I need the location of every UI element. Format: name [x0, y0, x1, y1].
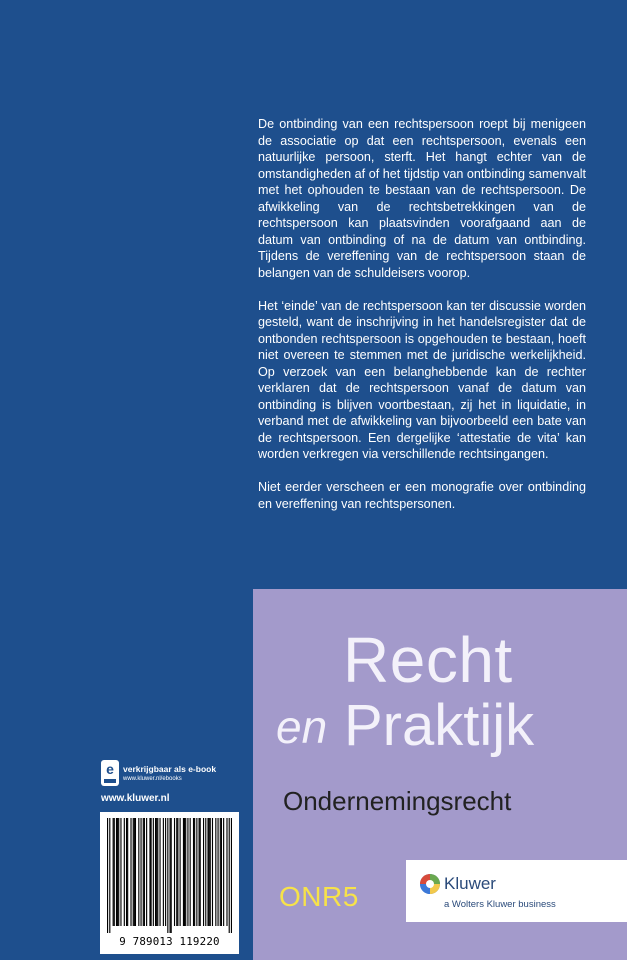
- barcode-bar: [221, 818, 222, 926]
- barcode-bar: [194, 818, 195, 926]
- barcode-bar: [157, 818, 158, 926]
- series-title-line1: Recht: [343, 624, 513, 696]
- barcode-bar: [212, 818, 213, 926]
- ebook-icon: [101, 760, 119, 786]
- barcode-bar: [190, 818, 191, 926]
- series-title-prefix: en: [276, 701, 328, 753]
- barcode-bar: [107, 818, 108, 933]
- barcode-bar: [177, 818, 178, 926]
- barcode-bar: [155, 818, 156, 926]
- barcode-bar: [156, 818, 157, 926]
- barcode-bar: [140, 818, 141, 926]
- barcode-bar: [210, 818, 211, 926]
- barcode-bar: [114, 818, 115, 926]
- blurb-paragraph-3: Niet eerder verscheen er een monografie over ontbinding en vereffening van rechtspersonen.: [258, 480, 586, 511]
- barcode-bar: [165, 818, 166, 926]
- blurb-text: [258, 116, 586, 529]
- barcode-bar: [167, 818, 168, 933]
- barcode-bar: [116, 818, 117, 926]
- kluwer-logo-icon: [420, 874, 440, 894]
- barcode-bar: [127, 818, 128, 926]
- barcode-bars: [107, 818, 232, 933]
- publisher-tagline: a Wolters Kluwer business: [444, 899, 556, 910]
- barcode-bar: [193, 818, 194, 926]
- barcode-bar: [113, 818, 114, 926]
- publisher-logo-box: [406, 860, 627, 922]
- barcode-bar: [134, 818, 135, 926]
- barcode-bar: [176, 818, 177, 926]
- barcode-bar: [215, 818, 216, 926]
- barcode-bar: [163, 818, 164, 926]
- barcode-bar: [133, 818, 134, 926]
- isbn-barcode: [100, 812, 239, 954]
- barcode-bar: [126, 818, 127, 926]
- barcode-bar: [185, 818, 186, 926]
- barcode-bar: [135, 818, 136, 926]
- barcode-bar: [138, 818, 139, 926]
- isbn-digits: 9 789013 119220: [119, 935, 220, 948]
- barcode-bar: [217, 818, 218, 926]
- barcode-bar: [159, 818, 160, 926]
- barcode-bar: [144, 818, 145, 926]
- barcode-bar: [187, 818, 188, 926]
- publisher-website: www.kluwer.nl: [101, 793, 170, 804]
- barcode-bar: [118, 818, 119, 926]
- barcode-bar: [223, 818, 224, 926]
- barcode-bar: [174, 818, 175, 926]
- barcode-bar: [184, 818, 185, 926]
- barcode-bar: [130, 818, 131, 926]
- barcode-bar: [196, 818, 197, 926]
- barcode-bar: [207, 818, 208, 926]
- publisher-name: Kluwer: [444, 874, 496, 893]
- barcode-bar: [229, 818, 230, 933]
- barcode-bar: [220, 818, 221, 926]
- barcode-bar: [149, 818, 150, 926]
- barcode-bar: [203, 818, 204, 926]
- barcode-bar: [146, 818, 147, 926]
- barcode-bar: [171, 818, 172, 933]
- barcode-bar: [200, 818, 201, 926]
- series-code: ONR5: [279, 881, 359, 912]
- barcode-bar: [183, 818, 184, 926]
- barcode-bar: [199, 818, 200, 926]
- barcode-bar: [120, 818, 121, 926]
- barcode-bar: [231, 818, 232, 933]
- blurb-paragraph-1: De ontbinding van een rechtspersoon roept bij menigeen de associatie op dat een rechtspersoon, evenals een natuurlijke persoon, sterft. Het hangt echter van de omstandigheden af of het tijdstip van ontbinding samenvalt met het ophouden te bestaan van de rechtspersoon. De afwikkeling van de rechtsbetrekkingen van de rechtspersoon kan plaatsvinden voorafgaand aan de datum van ontbinding of na de datum van ontbinding. Tijdens de vereffening van de rechtspersoon staan de belangen van de schuldeisers voorop.: [258, 117, 586, 280]
- barcode-bar: [151, 818, 152, 926]
- blurb-paragraph-2: Het ‘einde’ van de rechtspersoon kan ter discussie worden gesteld, want de inschrijving in het handelsregister dat de ontbonden rechtspersoon is opgehouden te bestaan, hoeft niet overeen te stemmen met de juridische werkelijkheid. Op verzoek van een belanghebbende kan de rechter verklaren dat de rechtspersoon vanaf de datum van ontbinding is blijven voortbestaan, zij het in liquidatie, in verband met de afwikkeling van bijvoorbeeld een bate van de rechtspersoon. Een dergelijke ‘attestatie de vita’ kan worden verkregen via verschillende rechtsingangen.: [258, 298, 586, 461]
- barcode-bar: [153, 818, 154, 926]
- barcode-bar: [170, 818, 171, 933]
- barcode-bar: [209, 818, 210, 926]
- barcode-bar: [124, 818, 125, 926]
- barcode-bar: [117, 818, 118, 926]
- ebook-badge-letter: e: [106, 761, 114, 777]
- barcode-bar: [226, 818, 227, 926]
- barcode-bar: [143, 818, 144, 926]
- ebook-url: www.kluwer.nl/ebooks: [123, 776, 182, 782]
- barcode-bar: [109, 818, 110, 933]
- series-title-line2: Praktijk: [344, 693, 535, 758]
- barcode-bar: [180, 818, 181, 926]
- barcode-bar: [205, 818, 206, 926]
- series-subject: Ondernemingsrecht: [283, 786, 512, 816]
- ebook-availability-label: verkrijgbaar als e-book: [123, 764, 217, 774]
